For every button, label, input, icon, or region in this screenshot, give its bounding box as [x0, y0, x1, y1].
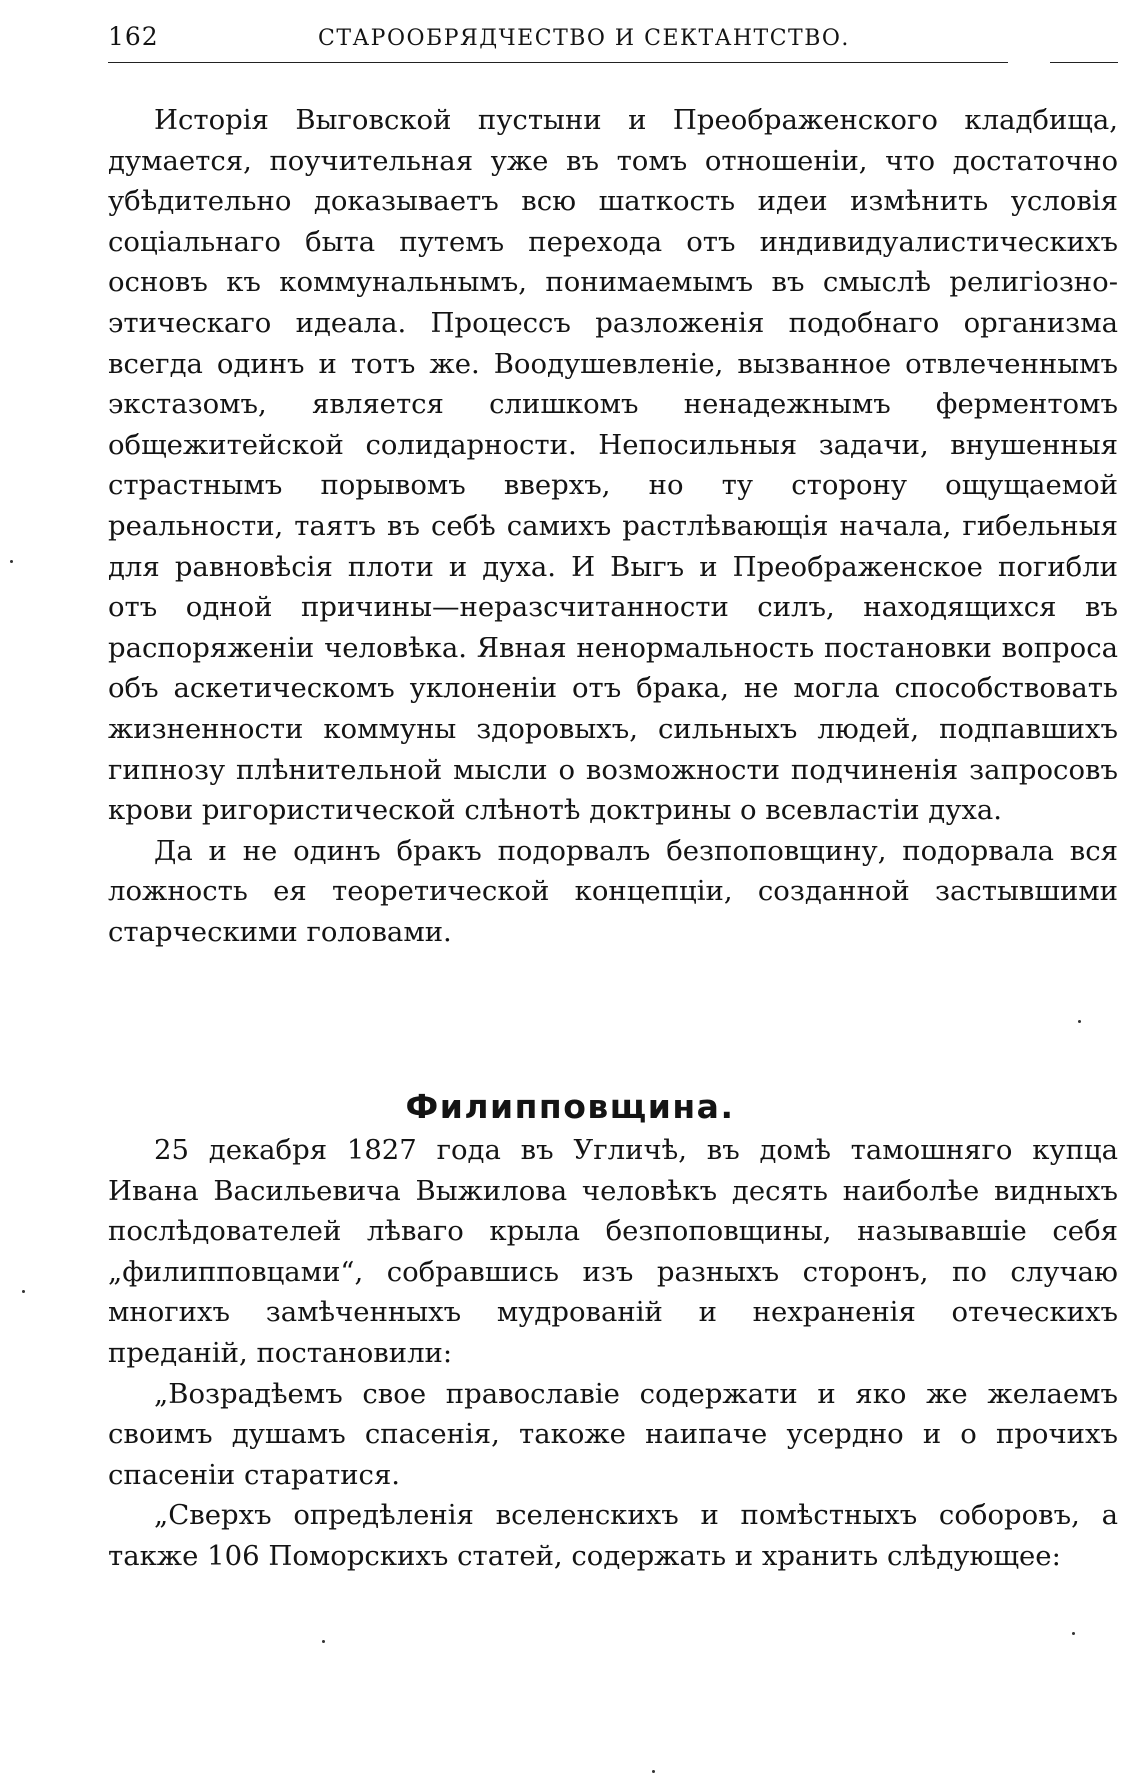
paragraph: „Сверхъ опредѣленія вселенскихъ и помѣстныхъ соборовъ, а также 106 Поморскихъ статей, содержать и хранить слѣдующее:: [108, 1499, 1118, 1572]
section-2-body: [108, 1130, 1118, 1577]
paragraph: Да и не одинъ бракъ подорвалъ безпоповщину, подорвала вся ложность ея теоретической концепціи, созданной застывшими старческими головами.: [108, 834, 1118, 948]
running-head: [108, 22, 1118, 62]
header-rule: [108, 62, 1008, 63]
page-number: 162: [108, 22, 159, 51]
scan-speck: [1078, 1020, 1081, 1023]
scan-speck: [22, 1290, 25, 1293]
paragraph: 25 декабря 1827 года въ Угличѣ, въ домѣ тамошняго купца Ивана Васильевича Выжилова человѣкъ десять наиболѣе видныхъ послѣдователей лѣваго крыла безпоповщины, называвшіе себя „филипповцами“, собравшись изъ разныхъ сторонъ, по случаю многихъ замѣченныхъ мудрованій и нехраненія отеческихъ преданій, постановили:: [108, 1134, 1118, 1369]
scan-speck: [1072, 1632, 1075, 1635]
paragraph: „Возрадѣемъ свое православіе содержати и яко же желаемъ своимъ душамъ спасенія, такоже наипаче усердно и о прочихъ спасеніи старатися.: [108, 1377, 1118, 1491]
running-title: СТАРООБРЯДЧЕСТВО И СЕКТАНТСТВО.: [318, 26, 850, 51]
section-1-body: [108, 100, 1118, 952]
section-title: Филипповщина.: [405, 1087, 735, 1127]
scan-speck: [10, 560, 13, 563]
header-rule-end: [1050, 62, 1118, 63]
scan-speck: [652, 1770, 655, 1773]
paragraph: Исторія Выговской пустыни и Преображенского кладбища, думается, поучительная уже въ томъ отношеніи, что достаточно убѣдительно доказываетъ всю шаткость идеи измѣнить условія соціальнаго быта путемъ перехода отъ индивидуалистическихъ основъ къ коммунальнымъ, понимаемымъ въ смыслѣ религіозно-этическаго идеала. Процессъ разложенія подобнаго организма всегда одинъ и тотъ же. Воодушевленіе, вызванное отвлеченнымъ экстазомъ, является слишкомъ ненадежнымъ ферментомъ общежитейской солидарности. Непосильныя задачи, внушенныя страстнымъ порывомъ вверхъ, но ту сторону ощущаемой реальности, таятъ въ себѣ самихъ растлѣвающія начала, гибельныя для равновѣсія плоти и духа. И Выгъ и Преображенское погибли отъ одной причины—неразсчитанности силъ, находящихся въ распоряженіи человѣка. Явная ненормальность постановки вопроса объ аскетическомъ уклоненіи отъ брака, не могла способствовать жизненности коммуны здоровыхъ, сильныхъ людей, подпавшихъ гипнозу плѣнительной мысли о возможности подчиненія запросовъ крови ригористической слѣнотѣ доктрины о всевластіи духа.: [108, 104, 1118, 827]
scan-speck: [322, 1640, 325, 1643]
